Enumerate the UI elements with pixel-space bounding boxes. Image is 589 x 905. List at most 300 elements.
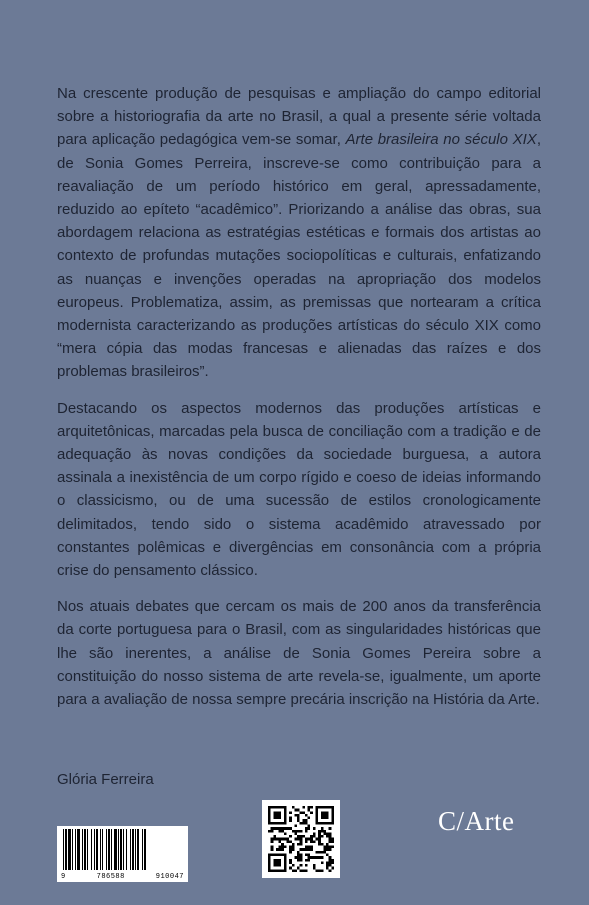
- qr-module: [279, 861, 282, 864]
- qr-module: [279, 814, 282, 817]
- qr-module: [284, 856, 287, 859]
- qr-module: [310, 811, 313, 814]
- qr-module: [305, 819, 308, 822]
- qr-module: [276, 848, 279, 851]
- qr-module: [310, 838, 313, 841]
- barcode-digits-right: 910047: [155, 873, 184, 881]
- qr-module: [281, 830, 284, 833]
- qr-module: [294, 838, 297, 841]
- qr-module: [305, 859, 308, 862]
- qr-module: [323, 806, 326, 809]
- qr-module: [284, 806, 287, 809]
- qr-module: [294, 809, 297, 812]
- barcode-bar: [77, 829, 80, 870]
- back-cover-text: [57, 82, 541, 724]
- barcode-bar: [100, 829, 101, 870]
- qr-module: [316, 856, 319, 859]
- qr-module: [279, 859, 282, 862]
- qr-module: [308, 854, 311, 857]
- qr-module: [323, 851, 326, 854]
- qr-module: [326, 814, 329, 817]
- qr-module: [323, 846, 326, 849]
- qr-module: [273, 814, 276, 817]
- qr-module: [273, 822, 276, 825]
- qr-module: [273, 869, 276, 872]
- qr-module: [297, 838, 300, 841]
- qr-module: [331, 861, 334, 864]
- qr-module: [276, 822, 279, 825]
- qr-module: [329, 838, 332, 841]
- qr-module: [294, 869, 297, 872]
- qr-module: [318, 806, 321, 809]
- qr-module: [284, 822, 287, 825]
- qr-module: [284, 811, 287, 814]
- qr-module: [313, 832, 316, 835]
- qr-module: [326, 843, 329, 846]
- qr-module: [305, 846, 308, 849]
- qr-module: [308, 827, 311, 830]
- qr-module: [316, 822, 319, 825]
- qr-module: [289, 846, 292, 849]
- qr-module: [284, 827, 287, 830]
- qr-module: [305, 848, 308, 851]
- qr-module: [318, 835, 321, 838]
- qr-module: [284, 859, 287, 862]
- qr-module: [316, 838, 319, 841]
- qr-module: [316, 819, 319, 822]
- qr-module: [318, 856, 321, 859]
- qr-module: [323, 814, 326, 817]
- qr-module: [321, 835, 324, 838]
- qr-module: [326, 817, 329, 820]
- qr-module: [326, 864, 329, 867]
- qr-module: [289, 819, 292, 822]
- qr-module: [329, 861, 332, 864]
- qr-module: [297, 851, 300, 854]
- qr-code-icon: [268, 806, 334, 872]
- qr-module: [305, 822, 308, 825]
- qr-module: [331, 817, 334, 820]
- qr-module: [308, 856, 311, 859]
- qr-module: [276, 838, 279, 841]
- qr-module: [281, 827, 284, 830]
- qr-module: [300, 835, 303, 838]
- qr-module: [297, 856, 300, 859]
- qr-module: [281, 806, 284, 809]
- qr-module: [326, 846, 329, 849]
- qr-module: [289, 861, 292, 864]
- qr-module: [305, 840, 308, 843]
- qr-module: [310, 846, 313, 849]
- qr-module: [310, 856, 313, 859]
- qr-module: [276, 859, 279, 862]
- qr-module: [300, 838, 303, 841]
- barcode-bar: [144, 829, 146, 870]
- qr-module: [279, 817, 282, 820]
- barcode-bars: [61, 829, 184, 870]
- qr-module: [284, 864, 287, 867]
- qr-module: [281, 854, 284, 857]
- qr-module: [300, 859, 303, 862]
- qr-module: [273, 864, 276, 867]
- qr-module: [276, 854, 279, 857]
- barcode-bar: [111, 829, 112, 870]
- barcode-bar: [87, 829, 88, 870]
- qr-module: [326, 861, 329, 864]
- qr-module: [297, 854, 300, 857]
- qr-module: [297, 809, 300, 812]
- qr-module: [273, 861, 276, 864]
- qr-module: [326, 867, 329, 870]
- barcode-bar: [106, 829, 107, 870]
- qr-module: [329, 846, 332, 849]
- qr-module: [321, 856, 324, 859]
- barcode-bar: [120, 829, 122, 870]
- qr-module: [326, 811, 329, 814]
- qr-module: [329, 835, 332, 838]
- qr-module: [329, 848, 332, 851]
- qr-module: [329, 869, 332, 872]
- qr-module: [326, 832, 329, 835]
- barcode-bar: [126, 829, 127, 870]
- qr-module: [326, 854, 329, 857]
- qr-module: [300, 830, 303, 833]
- qr-module: [268, 819, 271, 822]
- qr-module: [279, 864, 282, 867]
- qr-module: [329, 864, 332, 867]
- qr-module: [302, 869, 305, 872]
- qr-module: [268, 814, 271, 817]
- qr-module: [284, 854, 287, 857]
- qr-module: [292, 846, 295, 849]
- qr-module: [321, 806, 324, 809]
- qr-module: [276, 817, 279, 820]
- qr-module: [321, 822, 324, 825]
- qr-module: [268, 861, 271, 864]
- barcode-bar: [72, 829, 73, 870]
- qr-module: [321, 817, 324, 820]
- qr-module: [268, 867, 271, 870]
- qr-module: [326, 806, 329, 809]
- qr-module: [279, 822, 282, 825]
- barcode-bar: [84, 829, 86, 870]
- qr-module: [326, 822, 329, 825]
- qr-module: [321, 843, 324, 846]
- qr-module: [331, 811, 334, 814]
- qr-module: [271, 822, 274, 825]
- qr-module: [316, 809, 319, 812]
- qr-module: [297, 830, 300, 833]
- qr-module: [271, 806, 274, 809]
- qr-module: [305, 830, 308, 833]
- qr-module: [321, 830, 324, 833]
- qr-module: [268, 854, 271, 857]
- qr-module: [292, 848, 295, 851]
- qr-module: [284, 817, 287, 820]
- qr-module: [318, 822, 321, 825]
- qr-module: [313, 835, 316, 838]
- qr-module: [281, 848, 284, 851]
- qr-module: [305, 838, 308, 841]
- qr-module: [284, 861, 287, 864]
- qr-module: [279, 869, 282, 872]
- qr-module: [316, 806, 319, 809]
- barcode-bar: [82, 829, 83, 870]
- qr-module: [308, 806, 311, 809]
- qr-module: [323, 811, 326, 814]
- qr-module: [302, 819, 305, 822]
- qr-module: [316, 851, 319, 854]
- publisher-logo: C/Arte: [438, 806, 515, 836]
- qr-module: [273, 835, 276, 838]
- qr-module: [329, 822, 332, 825]
- qr-module: [310, 848, 313, 851]
- qr-module: [318, 869, 321, 872]
- qr-module: [305, 814, 308, 817]
- qr-module: [302, 811, 305, 814]
- qr-module: [281, 822, 284, 825]
- qr-module: [279, 838, 282, 841]
- qr-module: [271, 827, 274, 830]
- qr-module: [289, 827, 292, 830]
- qr-module: [321, 851, 324, 854]
- qr-module: [268, 817, 271, 820]
- qr-module: [310, 840, 313, 843]
- qr-module: [300, 848, 303, 851]
- barcode-bar: [75, 829, 76, 870]
- barcode-bar: [137, 829, 139, 870]
- qr-module: [271, 854, 274, 857]
- qr-module: [331, 809, 334, 812]
- qr-module: [273, 854, 276, 857]
- qr-module: [302, 848, 305, 851]
- qr-module: [308, 809, 311, 812]
- qr-module: [271, 846, 274, 849]
- qr-module: [316, 817, 319, 820]
- qr-module: [273, 859, 276, 862]
- paragraph-3: Nos atuais debates que cercam os mais de 200 anos da transferência da corte portuguesa para o Brasil, com as singularidades históricas que lhe são inerentes, a análise de Sonia Gomes Pereira sobre a constituição do nosso sistema de arte revela-se, igualmente, um aporte para a avaliação de nossa sempre precária inscrição na História da Arte.: [57, 598, 541, 709]
- qr-module: [284, 869, 287, 872]
- qr-module: [281, 843, 284, 846]
- qr-module: [276, 869, 279, 872]
- qr-module: [279, 827, 282, 830]
- qr-module: [284, 867, 287, 870]
- qr-module: [329, 856, 332, 859]
- qr-module: [316, 869, 319, 872]
- qr-module: [331, 814, 334, 817]
- qr-module: [321, 814, 324, 817]
- qr-module: [292, 806, 295, 809]
- qr-module: [313, 867, 316, 870]
- qr-module: [289, 848, 292, 851]
- qr-module: [281, 869, 284, 872]
- qr-module: [268, 864, 271, 867]
- qr-module: [276, 827, 279, 830]
- qr-module: [276, 806, 279, 809]
- qr-module: [286, 827, 289, 830]
- qr-module: [284, 846, 287, 849]
- qr-module: [305, 854, 308, 857]
- qr-module: [329, 806, 332, 809]
- barcode-bar: [63, 829, 64, 870]
- qr-module: [289, 840, 292, 843]
- qr-module: [321, 861, 324, 864]
- qr-module: [279, 830, 282, 833]
- qr-module: [300, 864, 303, 867]
- qr-module: [329, 832, 332, 835]
- qr-module: [331, 819, 334, 822]
- qr-module: [318, 838, 321, 841]
- qr-module: [300, 843, 303, 846]
- qr-module: [326, 835, 329, 838]
- qr-module: [281, 838, 284, 841]
- qr-module: [268, 869, 271, 872]
- qr-module: [308, 838, 311, 841]
- qr-module: [292, 869, 295, 872]
- barcode-digit-first: 9: [61, 873, 66, 881]
- barcode-bar: [142, 829, 143, 870]
- qr-module: [310, 806, 313, 809]
- barcode-bar: [94, 829, 95, 870]
- qr-module: [308, 817, 311, 820]
- qr-module: [284, 814, 287, 817]
- qr-module: [276, 864, 279, 867]
- qr-module: [297, 819, 300, 822]
- qr-module: [268, 809, 271, 812]
- qr-module: [281, 846, 284, 849]
- qr-module: [331, 846, 334, 849]
- qr-module: [323, 830, 326, 833]
- qr-module: [305, 864, 308, 867]
- qr-module: [302, 822, 305, 825]
- qr-module: [302, 806, 305, 809]
- isbn-barcode: [57, 826, 188, 882]
- qr-module: [268, 856, 271, 859]
- barcode-bar: [108, 829, 110, 870]
- qr-module: [268, 806, 271, 809]
- qr-module: [318, 851, 321, 854]
- qr-module: [294, 832, 297, 835]
- qr-module: [294, 830, 297, 833]
- barcode-bar: [102, 829, 103, 870]
- qr-module: [302, 835, 305, 838]
- qr-module: [300, 811, 303, 814]
- barcode-bar: [130, 829, 131, 870]
- qr-module: [294, 814, 297, 817]
- qr-module: [308, 848, 311, 851]
- qr-module: [292, 864, 295, 867]
- qr-module: [297, 814, 300, 817]
- qr-module: [286, 838, 289, 841]
- qr-module: [271, 848, 274, 851]
- qr-module: [271, 840, 274, 843]
- qr-module: [268, 811, 271, 814]
- qr-module: [329, 840, 332, 843]
- qr-module: [331, 840, 334, 843]
- qr-module: [300, 854, 303, 857]
- qr-module: [313, 840, 316, 843]
- qr-module: [323, 848, 326, 851]
- qr-module: [313, 856, 316, 859]
- qr-module: [321, 869, 324, 872]
- qr-module: [279, 854, 282, 857]
- qr-module: [279, 840, 282, 843]
- qr-module: [308, 846, 311, 849]
- qr-module: [289, 851, 292, 854]
- qr-module: [331, 838, 334, 841]
- qr-module: [300, 856, 303, 859]
- qr-module: [329, 859, 332, 862]
- qr-module: [313, 864, 316, 867]
- barcode-digits: [57, 873, 188, 881]
- paragraph-1: [57, 82, 541, 384]
- qr-module: [289, 811, 292, 814]
- barcode-bar: [68, 829, 71, 870]
- qr-module: [297, 843, 300, 846]
- qr-module: [297, 835, 300, 838]
- qr-module: [305, 869, 308, 872]
- qr-module: [321, 827, 324, 830]
- qr-module: [271, 830, 274, 833]
- qr-module: [286, 840, 289, 843]
- qr-module: [310, 835, 313, 838]
- qr-module: [323, 822, 326, 825]
- book-title-italic: Arte brasileira no século XIX: [345, 131, 537, 149]
- qr-module: [308, 824, 311, 827]
- qr-module: [284, 838, 287, 841]
- barcode-bar: [114, 829, 117, 870]
- qr-module: [300, 822, 303, 825]
- qr-module: [292, 843, 295, 846]
- qr-module: [271, 838, 274, 841]
- qr-module: [300, 840, 303, 843]
- barcode-bar: [132, 829, 134, 870]
- qr-module: [318, 843, 321, 846]
- qr-module: [271, 869, 274, 872]
- qr-module: [289, 835, 292, 838]
- qr-module: [273, 811, 276, 814]
- qr-code: [262, 800, 340, 878]
- qr-module: [323, 832, 326, 835]
- qr-module: [273, 806, 276, 809]
- qr-module: [316, 811, 319, 814]
- qr-module: [284, 819, 287, 822]
- qr-module: [279, 811, 282, 814]
- qr-module: [316, 814, 319, 817]
- qr-module: [284, 809, 287, 812]
- qr-module: [321, 811, 324, 814]
- qr-module: [292, 830, 295, 833]
- qr-module: [279, 846, 282, 849]
- qr-module: [276, 861, 279, 864]
- barcode-bar: [118, 829, 119, 870]
- qr-module: [294, 856, 297, 859]
- author-signature: Glória Ferreira: [57, 771, 154, 788]
- paragraph-1-body: , de Sonia Gomes Perreira, inscreve-se como contribuição para a reavaliação de um período histórico em geral, apressadamente, reduzido ao epíteto “acadêmico”. Priorizando a análise das obras, sua abordagem relaciona as estratégias estéticas e formais dos artistas ao contexto de profundas mutações sociopolíticas e culturais, enfatizando as nuanças e invenções operadas na apropriação dos modelos europeus. Problematiza, assim, as premissas que nortearam a crítica modernista caracterizando as produções artísticas do século XIX como “mera cópia das modas francesas e alienadas das raízes e dos problemas brasileiros”.: [57, 131, 541, 381]
- qr-module: [297, 867, 300, 870]
- qr-module: [331, 822, 334, 825]
- qr-module: [279, 848, 282, 851]
- qr-module: [300, 869, 303, 872]
- qr-module: [297, 817, 300, 820]
- qr-module: [308, 859, 311, 862]
- qr-module: [289, 859, 292, 862]
- qr-module: [268, 859, 271, 862]
- qr-module: [273, 838, 276, 841]
- qr-module: [284, 832, 287, 835]
- qr-module: [331, 859, 334, 862]
- qr-module: [323, 817, 326, 820]
